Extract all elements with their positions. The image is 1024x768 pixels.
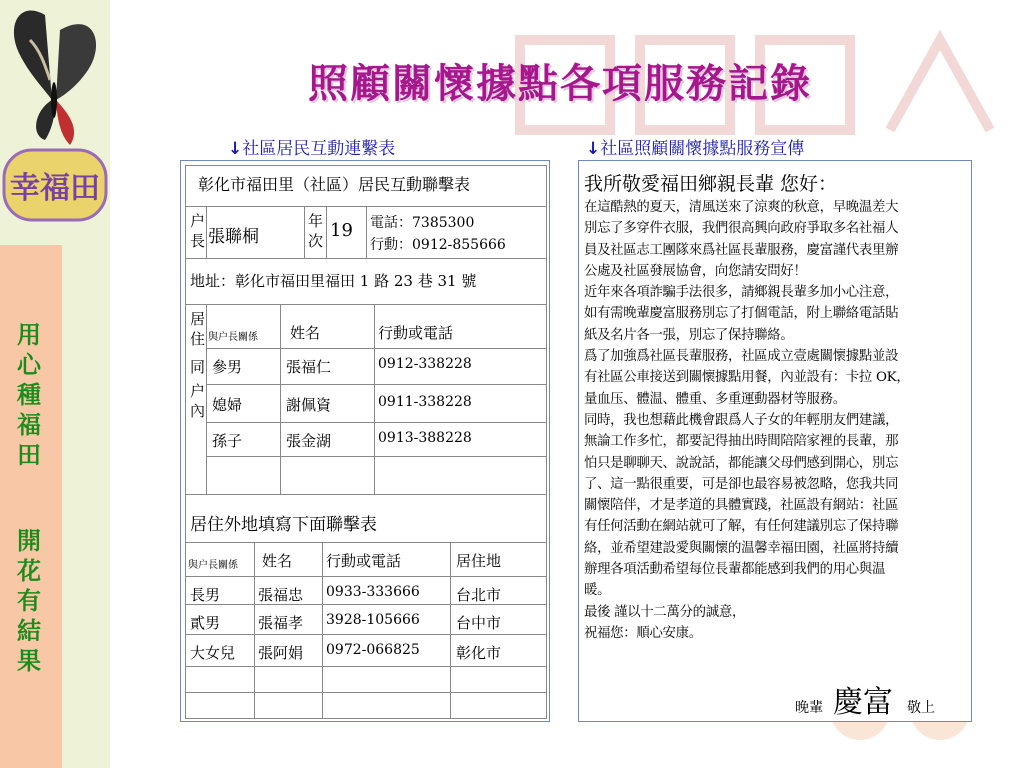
outside-phone: 0972-066825: [326, 642, 420, 658]
outside-phone: 0933-333666: [326, 584, 420, 600]
householder-name: 張聯桐: [208, 227, 259, 247]
letter-line: 別忘了多穿件衣服，我們很高興向政府爭取多名社福人: [584, 221, 899, 237]
left-decor-strip: [0, 0, 110, 768]
subhead-left: [228, 134, 395, 159]
resident-phone: 0911-338228: [378, 394, 472, 410]
resident-label: 住: [190, 330, 206, 348]
resident-label: 户: [190, 382, 206, 400]
divider: [304, 206, 305, 258]
mobile: 行動：0912-855666: [370, 237, 506, 253]
table-header: 姓名: [290, 324, 321, 342]
outside-phone: 3928-105666: [326, 612, 420, 628]
slogan-char: 花: [17, 557, 41, 585]
letter-line: 有社區公車接送到關懷據點用餐，內並設有：卡拉 OK，: [584, 370, 910, 386]
outside-name: 張阿娟: [258, 644, 304, 662]
outside-name: 張福孝: [258, 614, 304, 632]
age-label: 年: [308, 212, 324, 230]
divider: [206, 456, 546, 457]
divider: [280, 304, 281, 494]
divider: [374, 304, 375, 494]
letter-line: 暖。: [584, 583, 611, 599]
page-title: 照顧關懷據點各項服務記錄: [308, 60, 812, 107]
divider: [186, 692, 546, 693]
slogan-char: 有: [17, 587, 41, 615]
divider: [186, 634, 546, 635]
slogan-char: 結: [17, 617, 41, 645]
letter-line: 如有需晚輩慶富服務別忘了打個電話，附上聯絡電話貼: [584, 306, 899, 322]
divider: [206, 422, 546, 423]
address: 地址：彰化市福田里福田 1 路 23 巷 31 號: [190, 272, 477, 290]
householder-label: 户: [190, 212, 206, 230]
signature-prefix: 晚輩: [795, 700, 823, 716]
table-header: 與户長關係: [188, 560, 238, 571]
down-arrow-icon: ↓: [228, 139, 243, 159]
divider: [206, 384, 546, 385]
slogan-char: 果: [17, 647, 41, 675]
subhead-right: [586, 134, 804, 159]
letter-line: 最後 謹以十二萬分的誠意，: [584, 604, 746, 620]
subhead-left-text: 社區居民互動連繫表: [242, 139, 396, 159]
resident-label: 內: [190, 402, 206, 420]
letter-body: [584, 197, 968, 644]
slogan-char: 心: [17, 351, 41, 379]
slogan-char: 田: [17, 441, 41, 469]
outside-title: 居住外地填寫下面聯擊表: [190, 515, 377, 535]
resident-name: 謝佩資: [286, 396, 332, 414]
phone: 電話：7385300: [370, 215, 475, 231]
outside-city: 台中市: [456, 614, 502, 632]
letter-line: 無論工作多忙，都要記得抽出時間陪陪家裡的長輩，那: [584, 434, 899, 450]
letter-line: 紙及名片各一張，別忘了保持聯絡。: [584, 327, 794, 343]
divider: [186, 494, 546, 495]
resident-label: 同: [190, 358, 206, 376]
form-heading: 彰化市福田里（社區）居民互動聯擊表: [198, 175, 471, 194]
resident-phone: 0913-388228: [378, 430, 472, 446]
svg-text:幸福田: 幸福田: [10, 171, 100, 206]
resident-relation: 孫子: [212, 432, 243, 450]
divider: [206, 206, 207, 258]
table-header: 居住地: [456, 552, 502, 570]
service-letter: [578, 160, 972, 722]
letter-line: 祝福您：順心安康。: [584, 625, 702, 641]
form-frame: [185, 165, 547, 719]
table-header: 與户長關係: [208, 332, 258, 343]
resident-contact-form: [180, 160, 550, 722]
age-label: 次: [308, 232, 324, 250]
outside-city: 彰化市: [456, 644, 502, 662]
down-arrow-icon: ↓: [586, 139, 601, 159]
signature-name: 慶富: [833, 685, 893, 720]
letter-line: 辦理各項活動希望每位長輩都能感到我們的用心與温: [584, 562, 886, 578]
slogan-char: 種: [17, 381, 41, 409]
outside-relation: 長男: [190, 586, 221, 604]
letter-line: 關懷陪伴，才是孝道的具體實踐，社區設有網站：社區: [584, 498, 899, 514]
letter-greeting: 我所敬愛福田鄉親長輩 您好：: [584, 173, 838, 195]
letter-line: 了、這一點很重要，可是卻也最容易被忽略，您我共同: [584, 476, 899, 492]
divider: [186, 258, 546, 259]
resident-name: 張福仁: [286, 358, 332, 376]
letter-line: 絡，並希望建設愛與關懷的温馨幸福田園，社區將持續: [584, 540, 899, 556]
letter-line: 在這酷熱的夏天，清風送來了涼爽的秋意，早晚温差大: [584, 200, 899, 215]
letter-line: 量血压、體温、體重、多重運動器材等服務。: [584, 391, 846, 407]
letter-line: 怕只是聊聊天、說說話，都能讓父母們感到開心，別忘: [584, 455, 899, 471]
logo-area: [0, 0, 110, 245]
letter-line: 爲了加強爲社區長輩服務，社區成立壹處關懷據點並設: [584, 349, 899, 365]
divider: [186, 666, 546, 667]
letter-line: 同時，我也想藉此機會跟爲人子女的年輕朋友們建議，: [584, 412, 899, 428]
divider: [186, 576, 546, 577]
slogan-box: [0, 245, 62, 768]
divider: [366, 206, 367, 258]
divider: [326, 206, 327, 258]
outside-city: 台北市: [456, 586, 502, 604]
letter-line: 有任何活動在網站就可了解，有任何建議別忘了保持聯: [584, 519, 899, 535]
householder-label: 長: [190, 232, 206, 250]
divider: [206, 304, 207, 494]
resident-relation: 參男: [212, 358, 243, 376]
outside-name: 張福忠: [258, 586, 304, 604]
resident-relation: 媳婦: [212, 396, 243, 414]
outside-relation: 大女兒: [190, 644, 236, 662]
subhead-right-text: 社區照顧關懷據點服務宣傳: [600, 139, 805, 159]
letter-line: 公處及社區發展協會，向您請安問好！: [584, 263, 807, 279]
table-header: 行動或電話: [326, 552, 402, 570]
divider: [186, 542, 546, 543]
butterfly-icon: [0, 0, 110, 245]
slogan-char: 福: [17, 411, 41, 439]
slogan-char: 開: [17, 527, 41, 555]
outside-relation: 貳男: [190, 614, 221, 632]
slogan-char: 用: [17, 321, 41, 349]
resident-phone: 0912-338228: [378, 356, 472, 372]
table-header: 姓名: [262, 552, 293, 570]
letter-line: 員及社區志工團隊來爲社區長輩服務，慶富謹代表里辦: [584, 242, 899, 258]
divider: [186, 604, 546, 605]
signature-suffix: 敬上: [907, 700, 935, 716]
letter-line: 近年來各項詐騙手法很多，請鄉親長輩多加小心注意，: [584, 285, 899, 301]
resident-name: 張金湖: [286, 432, 332, 450]
divider: [186, 304, 546, 305]
resident-label: 居: [190, 310, 206, 328]
divider: [206, 348, 546, 349]
table-header: 行動或電話: [378, 324, 454, 342]
age-value: 19: [330, 220, 353, 241]
